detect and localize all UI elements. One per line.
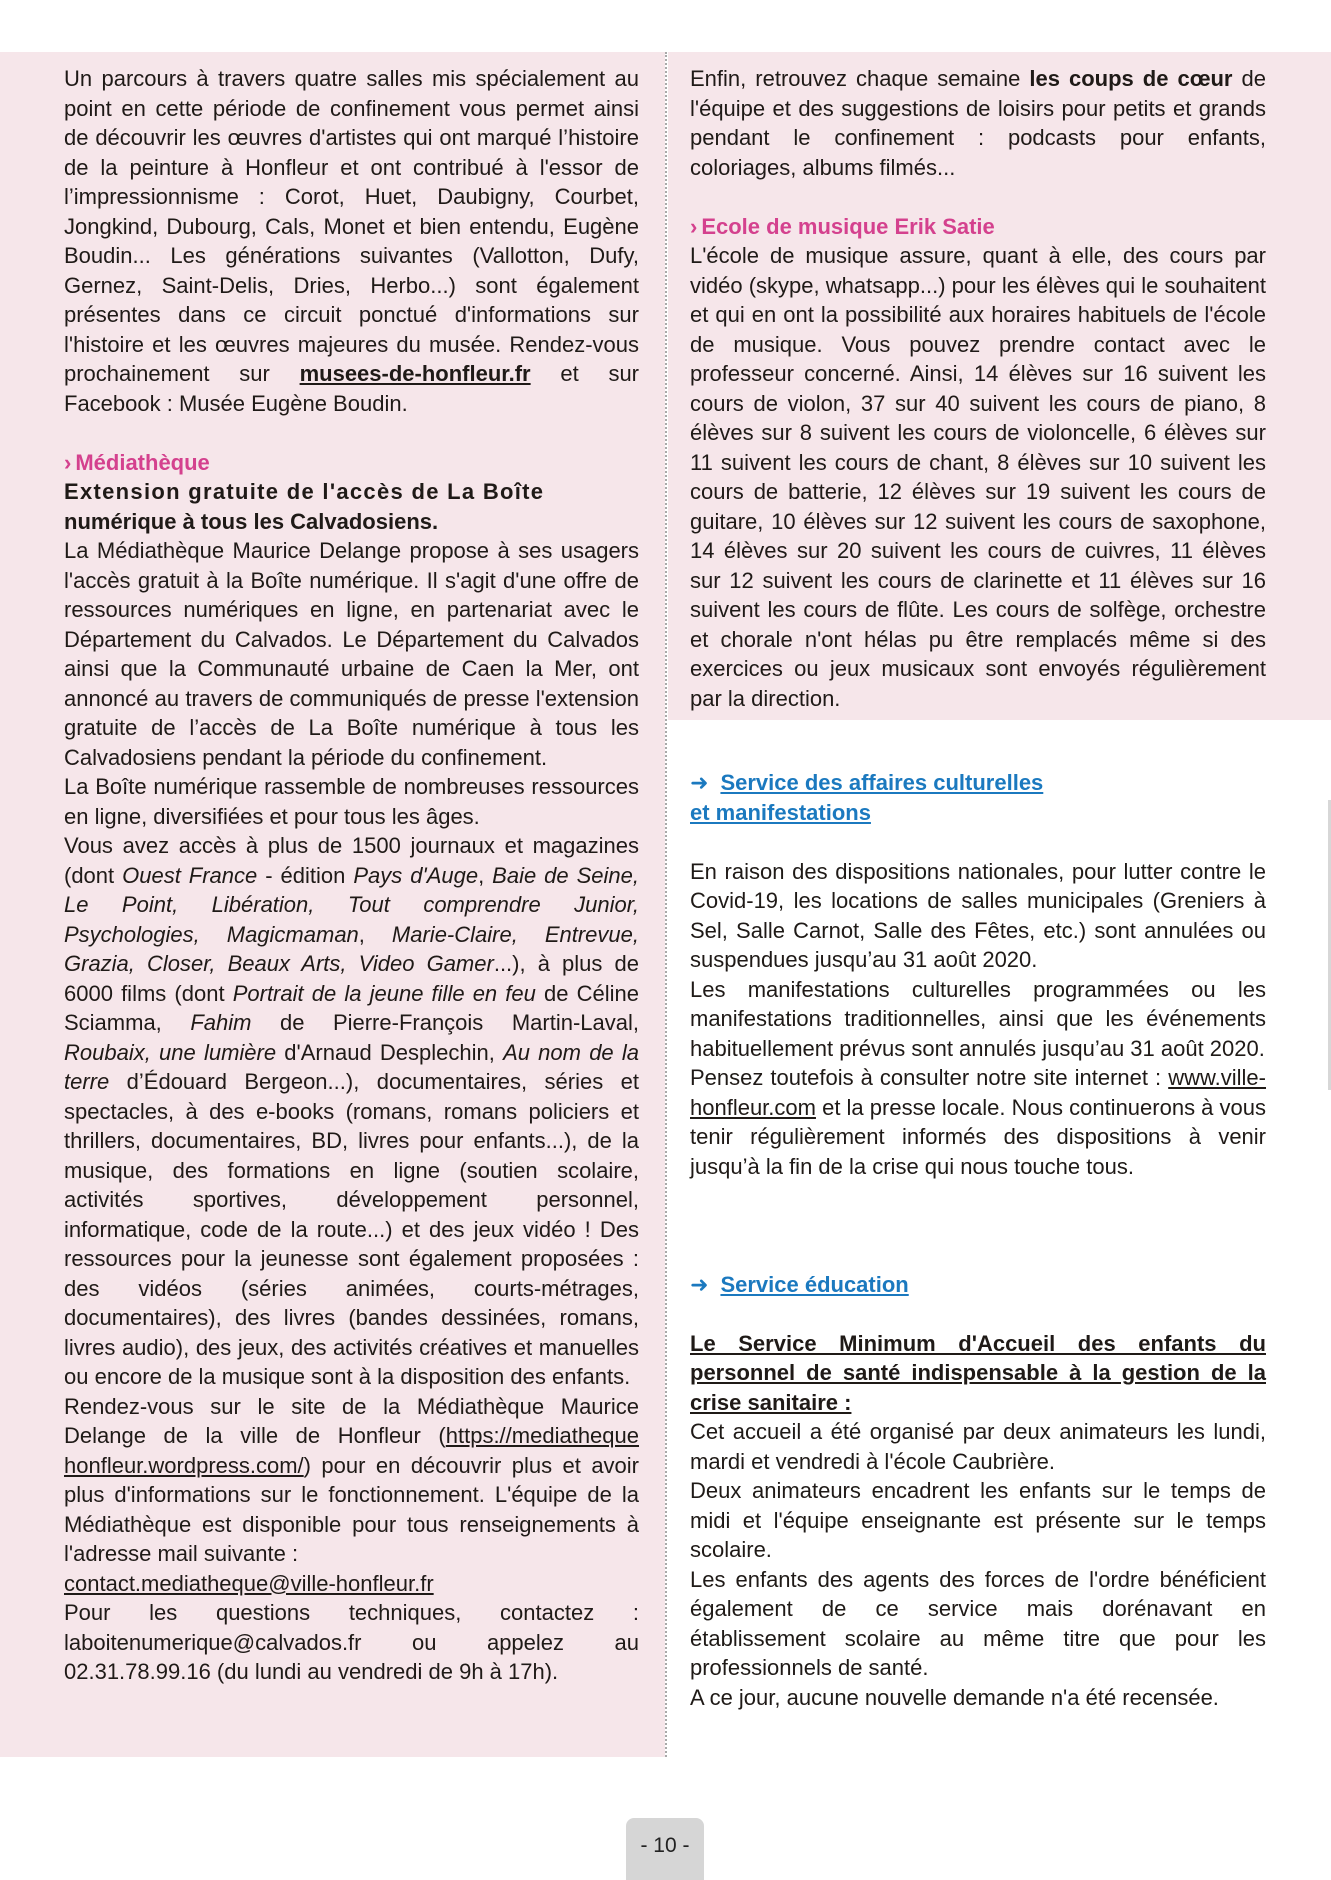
culture-paragraph-2: Les manifestations culturelles programmées ou les manifestations traditionnelles, ainsi que les événements habituellement prévus sont annulés jusqu’au 31 août 2020. (690, 976, 1266, 1061)
mediatheque-p3-segment: d’Édouard Bergeon...), documentaires, séries et spectacles, à des e-books (romans, romans policiers et thrillers, documentaires, BD, livres pour enfants...), de la musique, des formations en ligne (soutien scolaire, activités sportives, développement personnel, informatique, code de la route...) et des jeux vidéo ! Des ressources pour la jeunesse sont également proposées : des vidéos (séries animées, courts-métrages, documentaires), des livres (bandes dessinées, romans, livres audio), des jeux, des activités créatives et manuelles ou encore de la musique sont à la disposition des enfants. (64, 1069, 639, 1389)
page-number: - 10 - (626, 1818, 704, 1880)
culture-service-heading-2[interactable]: et manifestations (690, 799, 871, 825)
education-paragraph-2: Deux animateurs encadrent les enfants sur le temps de midi et l'équipe enseignante est présente sur le temps scolaire. (690, 1478, 1266, 1562)
chevron-right-icon: › (64, 449, 72, 475)
mediatheque-p3-segment: ...), à plus de 6000 films (dont (64, 951, 639, 1006)
mediatheque-subheading-2: numérique à tous les Calvadosiens. (64, 508, 439, 534)
right-column-lower (690, 768, 1266, 1712)
education-subheading: Le Service Minimum d'Accueil des enfants du personnel de santé indispensable à la gestion de la crise sanitaire : (690, 1330, 1266, 1415)
culture-service-heading[interactable]: ➜ Service des affaires culturelles (690, 768, 1266, 798)
column-divider (665, 52, 667, 1757)
mediatheque-p3-segment: Pays d'Auge (353, 862, 479, 888)
mediatheque-paragraph-1: La Médiathèque Maurice Delange propose à ses usagers l'accès gratuit à la Boîte numérique. Il s'agit d'une offre de ressources numériques en ligne, en partenariat avec le Département du Calvados. Le Département du Calvados ainsi que la Communauté urbaine de Caen la Mer, ont annoncé au travers de communiqués de presse l'extension gratuite de l’accès de La Boîte numérique à tous les Calvadosiens pendant la période du confinement. (64, 538, 639, 770)
mediatheque-website-link[interactable]: https://mediatheque honfleur.wordpress.com/ (64, 1423, 639, 1478)
left-column (64, 64, 639, 1687)
mediatheque-p3-segment: Marie-Claire, Entrevue, Grazia, Closer, Beaux Arts, Video Gamer (64, 921, 639, 976)
culture-paragraph-1: En raison des dispositions nationales, pour lutter contre le Covid-19, les locations de salles municipales (Greniers à Sel, Salle Carnot, Salle des Fêtes, etc.) sont annulées ou suspendues jusqu’au 31 août 2020. (690, 858, 1266, 972)
mediatheque-p3-segment: - édition (257, 862, 354, 888)
chevron-right-icon: › (690, 213, 698, 239)
education-paragraph-3: Les enfants des agents des forces de l'ordre bénéficient également de ce service mais dorénavant en établissement scolaire au même titre que pour les professionnels de santé. (690, 1566, 1266, 1680)
mediatheque-p3-segment: d'Arnaud Desplechin, (276, 1039, 504, 1065)
mediatheque-subheading: Extension gratuite de l'accès de La Boîte (64, 479, 545, 504)
mediatheque-p3-segment: Vous avez accès à plus de 1500 journaux et magazines (dont (64, 833, 639, 888)
coups-de-coeur-paragraph: Enfin, retrouvez chaque semaine les coups de cœur de l'équipe et des suggestions de loisirs pour petits et grands pendant le confinement : podcasts pour enfants, coloriages, albums filmés... (690, 66, 1266, 180)
mediatheque-p3-segment: Portrait de la jeune fille en feu (232, 980, 536, 1006)
education-paragraph-4: A ce jour, aucune nouvelle demande n'a été recensée. (690, 1684, 1219, 1710)
musees-de-honfleur-link[interactable]: musees-de-honfleur.fr (299, 361, 531, 386)
mediatheque-p3-segment: Au nom de la terre (64, 1039, 639, 1094)
mediatheque-p3-segment: Fahim (190, 1010, 252, 1035)
mediatheque-email (64, 1569, 639, 1599)
right-column (690, 64, 1266, 713)
mediatheque-email-link[interactable]: contact.mediatheque@ville-honfleur.fr (64, 1570, 434, 1596)
musee-intro-paragraph: Un parcours à travers quatre salles mis spécialement au point en cette période de confinement vous permet ainsi de découvrir les œuvres d'artistes qui ont marqué l’histoire de la peinture à Honfleur et ont contribué à l'essor de l’impressionnisme : Corot, Huet, Daubigny, Courbet, Jongkind, Dubourg, Cals, Monet et bien entendu, Eugène Boudin... Les générations suivantes (Vallotton, Dufy, Gernez, Saint-Delis, Dries, Herbo...) sont également présentes dans ce circuit ponctué d'informations sur l'histoire et les œuvres majeures du musée. Rendez-vous prochainement sur musees-de-honfleur.fr et sur Facebook : Musée Eugène Boudin. (64, 66, 640, 416)
arrow-right-icon: ➜ (690, 1271, 709, 1297)
education-service-heading[interactable]: ➜ Service éducation (690, 1270, 1266, 1300)
education-paragraph-1: Cet accueil a été organisé par deux animateurs les lundi, mardi et vendredi à l'école Caubrière. (690, 1419, 1266, 1474)
arrow-right-icon: ➜ (690, 770, 709, 795)
mediatheque-p3-segment: Ouest France (122, 862, 258, 888)
mediatheque-p3-segment: , (478, 862, 493, 888)
mediatheque-paragraph-5: Pour les questions techniques, contactez : laboitenumerique@calvados.fr ou appelez au 02.31.78.99.16 (du lundi au vendredi de 9h à 17h). (64, 1600, 639, 1684)
culture-paragraph-3: Pensez toutefois à consulter notre site internet : www.ville-honfleur.com et la presse locale. Nous continuerons à vous tenir régulièrement informés des dispositions à venir jusqu’à la fin de la crise qui nous touche tous. (690, 1065, 1267, 1179)
mediatheque-p3-segment: de Céline Sciamma, (64, 980, 639, 1035)
mediatheque-paragraph-4: Rendez-vous sur le site de la Médiathèque Maurice Delange de la ville de Honfleur (https://mediatheque honfleur.wordpress.com/) pour en découvrir plus et avoir plus d'informations sur le fonctionnement. L'équipe de la Médiathèque est disponible pour tous renseignements à l'adresse mail suivante : (64, 1393, 639, 1566)
ville-honfleur-link[interactable]: www.ville-honfleur.com (690, 1065, 1266, 1120)
mediatheque-p3-segment: Roubaix, une lumière (64, 1039, 277, 1065)
mediatheque-heading: › Médiathèque (64, 449, 210, 475)
ecole-musique-paragraph: L'école de musique assure, quant à elle, des cours par vidéo (skype, whatsapp...) pour les élèves qui le souhaitent et qui en ont la possibilité aux horaires habituels de l'école de musique. Vous pouvez prendre contact avec le professeur concerné. Ainsi, 14 élèves sur 16 suivent les cours de violon, 37 sur 40 suivent les cours de piano, 8 élèves sur 8 suivent les cours de violoncelle, 6 élèves sur 11 suivent les cours de chant, 8 élèves sur 10 suivent les cours de batterie, 12 élèves sur 19 suivent les cours de guitare, 10 élèves sur 12 suivent les cours de saxophone, 14 élèves sur 20 suivent les cours de cuivres, 11 élèves sur 12 suivent les cours de clarinette et 11 élèves sur 16 suivent les cours de flûte. Les cours de solfège, orchestre et chorale n'ont hélas pu être remplacés même si des exercices ou jeux musicaux sont envoyés régulièrement par la direction. (690, 243, 1266, 711)
ecole-musique-heading: › Ecole de musique Erik Satie (690, 213, 995, 239)
mediatheque-p3-segment: , (358, 921, 392, 947)
mediatheque-paragraph-3 (64, 831, 639, 1392)
mediatheque-p3-segment: de Pierre-François Martin-Laval, (251, 1010, 639, 1035)
mediatheque-p3-segment: Baie de Seine, Le Point, Libération, Tout comprendre Junior, Psychologies, Magicmaman (64, 862, 640, 947)
mediatheque-paragraph-2: La Boîte numérique rassemble de nombreuses ressources en ligne, diversifiées et pour tous les âges. (64, 774, 639, 829)
